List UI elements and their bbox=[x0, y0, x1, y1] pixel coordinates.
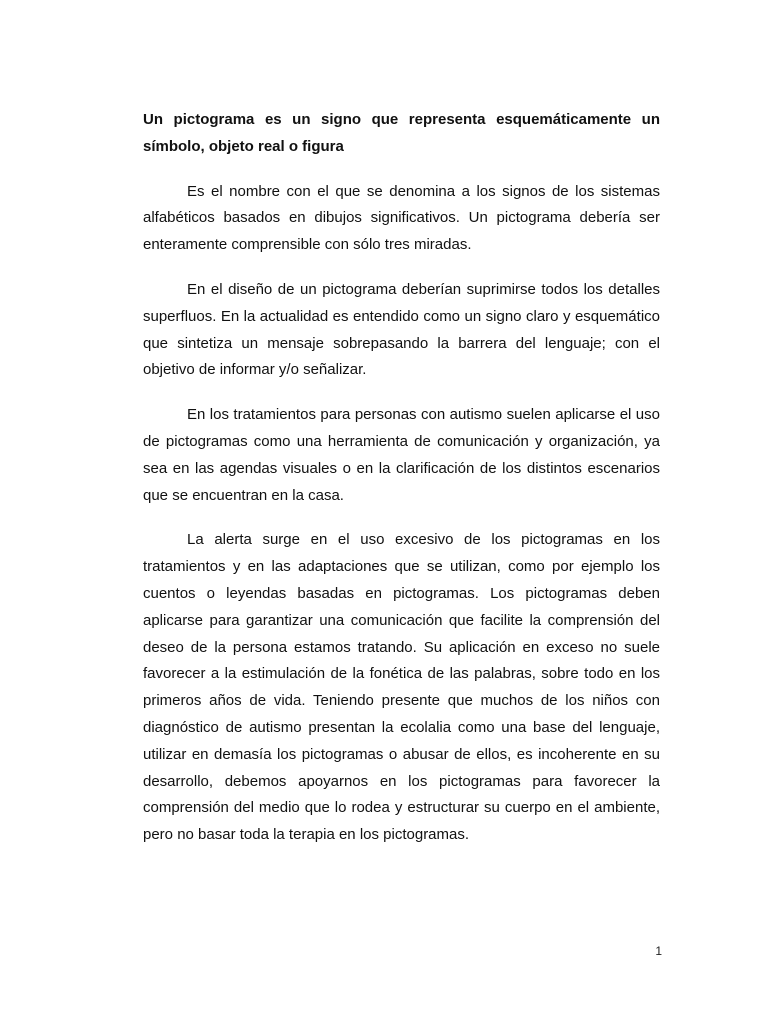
paragraph-alert: La alerta surge en el uso excesivo de los pictogramas en los tratamientos y en las adaptaciones que se utilizan, como por ejemplo los cuentos o leyendas basadas en pictogramas. Los pictogramas deben aplicarse para garantizar una comunicación que facilite la comprensión del deseo de la persona estamos tratando. Su aplicación en exceso no suele favorecer a la estimulación de la fonética de las palabras, sobre todo en los primeros años de vida. Teniendo presente que muchos de los niños con diagnóstico de autismo presentan la ecolalia como una base del lenguaje, utilizar en demasía los pictogramas o abusar de ellos, es incoherente en su desarrollo, debemos apoyarnos en los pictogramas para favorecer la comprensión del medio que lo rodea y estructurar su cuerpo en el ambiente, pero no basar toda la terapia en los pictogramas. bbox=[143, 531, 660, 844]
document-body bbox=[143, 107, 660, 849]
page-number: 1 bbox=[655, 944, 662, 958]
paragraph-autism-treatment: En los tratamientos para personas con autismo suelen aplicarse el uso de pictogramas como una herramienta de comunicación y organización, ya sea en las agendas visuales o en la clarificación de los distintos escenarios que se encuentran en la casa. bbox=[143, 406, 660, 504]
paragraph-design: En el diseño de un pictograma deberían suprimirse todos los detalles superfluos. En la actualidad es entendido como un signo claro y esquemático que sintetiza un mensaje sobrepasando la barrera del lenguaje; con el objetivo de informar y/o señalizar. bbox=[143, 280, 660, 379]
paragraph-definition: Es el nombre con el que se denomina a los signos de los sistemas alfabéticos basados en dibujos significativos. Un pictograma debería ser enteramente comprensible con sólo tres miradas. bbox=[143, 182, 660, 254]
document-title: Un pictograma es un signo que representa esquemáticamente un símbolo, objeto real o figura bbox=[143, 111, 660, 155]
